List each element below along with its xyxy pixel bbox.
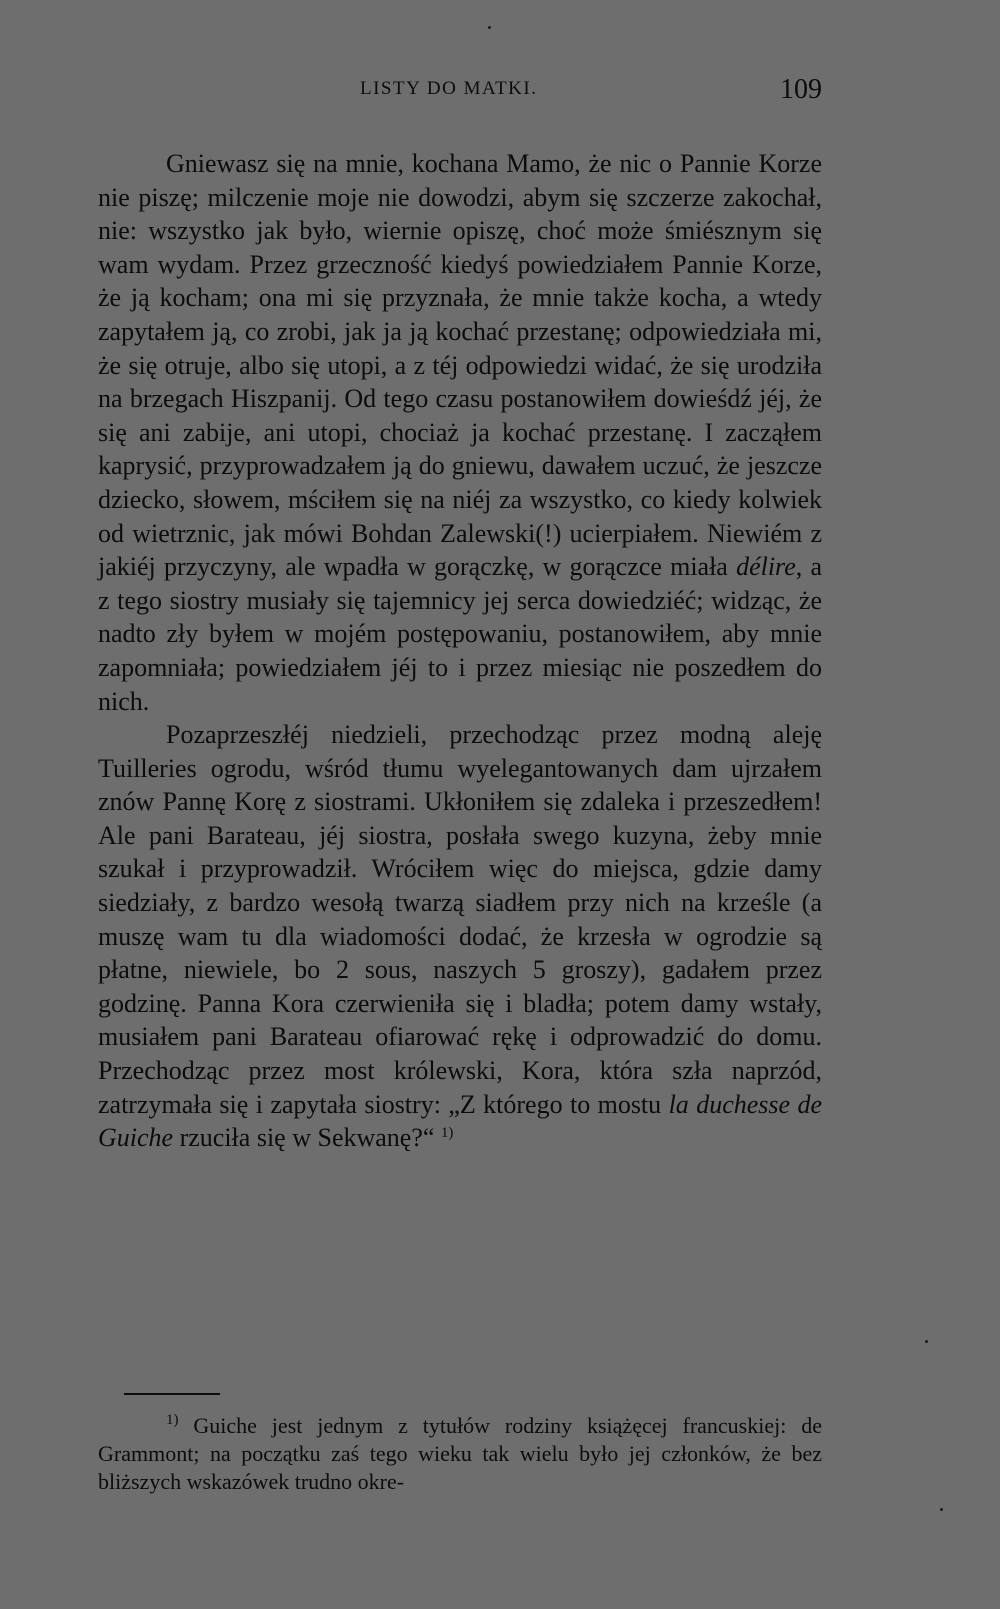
footnote-rule [124, 1393, 220, 1395]
paragraph-1 [98, 147, 822, 718]
footnote [98, 1412, 822, 1496]
page-number: 109 [780, 74, 822, 105]
text-run: , a z tego siostry musiały się tajemnicy jej serca dowiedziéć; widząc, że nadto zły byłem w mojém postępowaniu, postanowiłem, aby mnie zapomniała; powiedziałem jéj to i przez miesiąc nie poszedłem do nich. [98, 552, 822, 716]
running-title: LISTY DO MATKI. [360, 78, 538, 99]
text-run: Gniewasz się na mnie, kochana Mamo, że nic o Pannie Korze nie piszę; milczenie moje nie dowodzi, abym się szczerze zakochał, nie: wszystko jak było, wiernie opiszę, choć może śmiésznym się wam wydam. Przez grzeczność kiedyś powiedziałem Pannie Korze, że ją kocham; ona mi się przyznała, że mnie także kocha, a wtedy zapytałem ją, co zrobi, jak ja ją kochać przestanę; odpowiedziała mi, że się otruje, albo się utopi, a z téj odpowiedzi widać, że się urodziła na brzegach Hiszpanij. Od tego czasu postanowiłem dowieśdź jéj, że się ani zabije, ani utopi, chociaż ja kochać przestanę. I zacząłem kaprysić, przyprowadzałem ją do gniewu, dawałem uczuć, że jeszcze dziecko, słowem, mściłem się na niéj za wszystko, co kiedy kolwiek od wietrznic, jak mówi Bohdan Zalewski(!) ucierpiałem. Niewiém z jakiéj przyczyny, ale wpadła w gorączkę, w gorączce miała [98, 149, 822, 582]
paragraph-2 [98, 718, 822, 1155]
footnote-text: Guiche jest jednym z tytułów rodziny książęcej francuskiej: de Grammont; na początku zaś tego wieku tak wielu było jej członków, że bez bliższych wskazówek trudno okre- [98, 1413, 822, 1494]
footnote-reference: 1) [440, 1125, 454, 1142]
main-text [98, 147, 822, 1155]
italic-run: la duchesse de Guiche [98, 1089, 822, 1153]
italic-run: délire [736, 552, 796, 582]
text-run: rzuciła się w Sekwanę?“ [173, 1123, 441, 1153]
print-speck [925, 1340, 928, 1343]
print-speck [488, 26, 491, 29]
footnote-marker: 1) [166, 1412, 179, 1428]
print-speck [940, 1508, 943, 1511]
text-run: Pozaprzeszłéj niedzieli, przechodząc przez modną aleję Tuilleries ogrodu, wśród tłumu wyelegantowanych dam ujrzałem znów Pannę Korę z siostrami. Ukłoniłem się zdaleka i przeszedłem! Ale pani Barateau, jéj siostra, posłała swego kuzyna, żeby mnie szukał i przyprowadził. Wróciłem więc do miejsca, gdzie damy siedziały, z bardzo wesołą twarzą siadłem przy nich na krześle (a muszę wam tu dla wiadomości dodać, że krzesła w ogrodzie są płatne, niewiele, bo 2 sous, naszych 5 groszy), gadałem przez godzinę. Panna Kora czerwieniła się i bladła; potem damy wstały, musiałem pani Barateau ofiarować rękę i odprowadzić do domu. Przechodząc przez most królewski, Kora, która szła naprzód, zatrzymała się i zapytała siostry: „Z którego to mostu [98, 720, 822, 1119]
